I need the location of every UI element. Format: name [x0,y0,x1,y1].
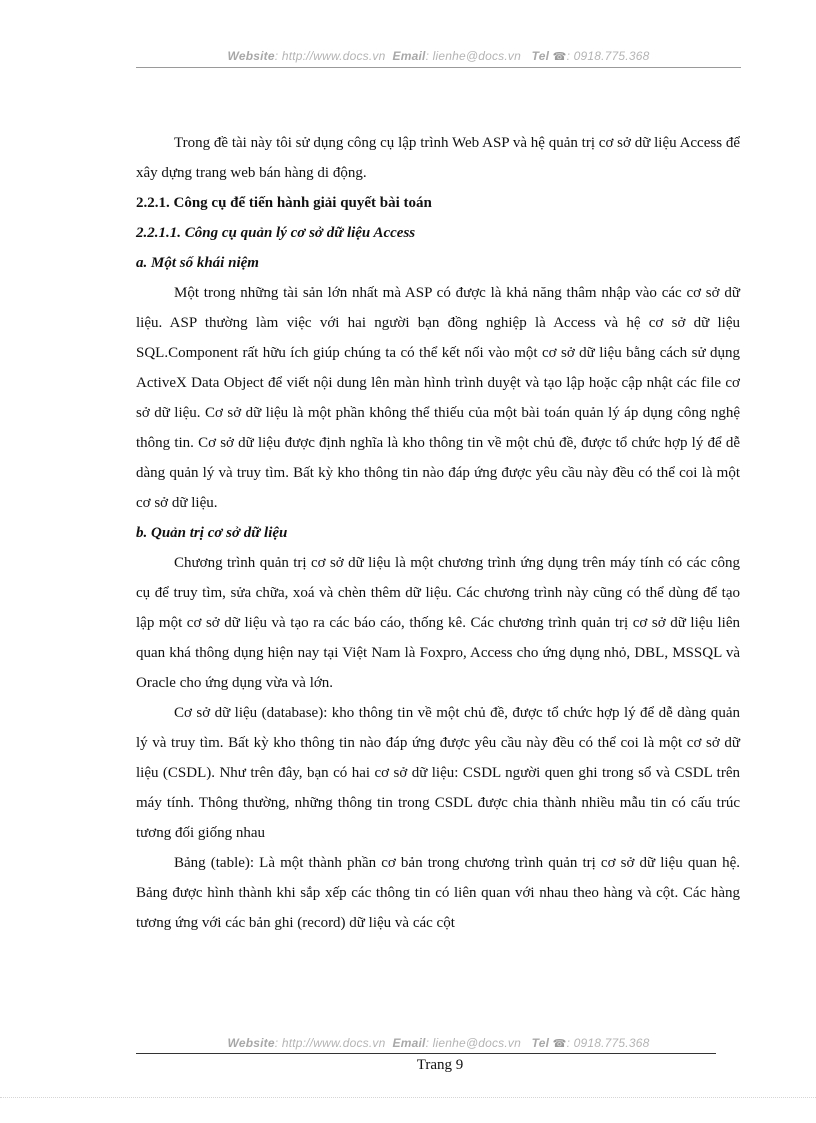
footer-tel-value: : 0918.775.368 [566,1036,650,1050]
section-heading-2-2-1: 2.2.1. Công cụ để tiến hành giải quyết bài toán [136,195,432,211]
paragraph-asp-database: Một trong những tài sản lớn nhất mà ASP có được là khả năng thâm nhập vào các cơ sở dữ liệu. ASP thường làm việc với hai người bạn đồng nghiệp là Access và hệ cơ sở dữ liệu SQL.Component rất hữu ích giúp chúng ta có thể kết nối vào một cơ sở dữ liệu bằng cách sử dụng ActiveX Data Object để viết nội dung lên màn hình trình duyệt và tạo lập hoặc cập nhật các file cơ sở dữ liệu. Cơ sở dữ liệu là một phần không thể thiếu của một bài toán quản lý áp dụng công nghệ thông tin. Cơ sở dữ liệu được định nghĩa là kho thông tin về một chủ đề, được tổ chức hợp lý để dễ dàng quản lý và truy tìm. Bất kỳ kho thông tin nào đáp ứng được yêu cầu này đều có thể coi là một cơ sở dữ liệu. [136,285,740,511]
footer-website-value: : http://www.docs.vn [274,1036,386,1050]
page-header [136,49,741,63]
section-heading-2-2-1-1: 2.2.1.1. Công cụ quản lý cơ sở dữ liệu Access [136,225,416,241]
paragraph-dbms: Chương trình quản trị cơ sở dữ liệu là một chương trình ứng dụng trên máy tính có các công cụ để truy tìm, sửa chữa, xoá và chèn thêm dữ liệu. Các chương trình này cũng có thể dùng để tạo lập một cơ sở dữ liệu và tạo ra các báo cáo, thống kê. Các chương trình quản trị cơ sở dữ liệu liên quan khá thông dụng hiện nay tại Việt Nam là Foxpro, Access cho ứng dụng nhỏ, DBL, MSSQL và Oracle cho ứng dụng vừa và lớn. [136,555,740,691]
page-footer-header [136,1036,741,1050]
subheading-a: a. Một số khái niệm [136,255,259,271]
subheading-b: b. Quản trị cơ sở dữ liệu [136,525,288,541]
paragraph-database-definition: Cơ sở dữ liệu (database): kho thông tin về một chủ đề, được tổ chức hợp lý để dễ dàng quản lý và truy tìm. Bất kỳ kho thông tin nào đáp ứng được yêu cầu này đều có thể coi là một cơ sở dữ liệu (CSDL). Như trên đây, bạn có hai cơ sở dữ liệu: CSDL người quen ghi trong sổ và CSDL trên máy tính. Thông thường, những thông tin trong CSDL được chia thành nhiều mẫu tin có cấu trúc tương đối giống nhau [136,705,740,841]
footer-rule [136,1053,716,1054]
email-label: Email [392,49,426,63]
tel-label: Tel [531,49,550,63]
website-label: Website [227,49,275,63]
header-rule [136,67,741,68]
footer-website-label: Website [227,1036,275,1050]
page-bottom-dotted-border [0,1097,816,1098]
page-number [0,1057,816,1074]
footer-tel-label: Tel [531,1036,550,1050]
phone-icon: ☎ [552,51,567,63]
paragraph-table-definition: Bảng (table): Là một thành phần cơ bản trong chương trình quản trị cơ sở dữ liệu quan hệ. Bảng được hình thành khi sắp xếp các thông tin có liên quan với nhau theo hàng và cột. Các hàng tương ứng với các bản ghi (record) dữ liệu và các cột [136,855,740,931]
document-body [136,128,740,938]
footer-phone-icon: ☎ [552,1038,567,1050]
paragraph-intro: Trong đề tài này tôi sử dụng công cụ lập trình Web ASP và hệ quản trị cơ sở dữ liệu Access để xây dựng trang web bán hàng di động. [136,135,740,181]
page-number-label: Trang 9 [416,1057,464,1073]
tel-value: : 0918.775.368 [566,49,650,63]
email-value: : lienhe@docs.vn [425,49,521,63]
website-value: : http://www.docs.vn [274,49,386,63]
footer-email-label: Email [392,1036,426,1050]
footer-email-value: : lienhe@docs.vn [425,1036,521,1050]
